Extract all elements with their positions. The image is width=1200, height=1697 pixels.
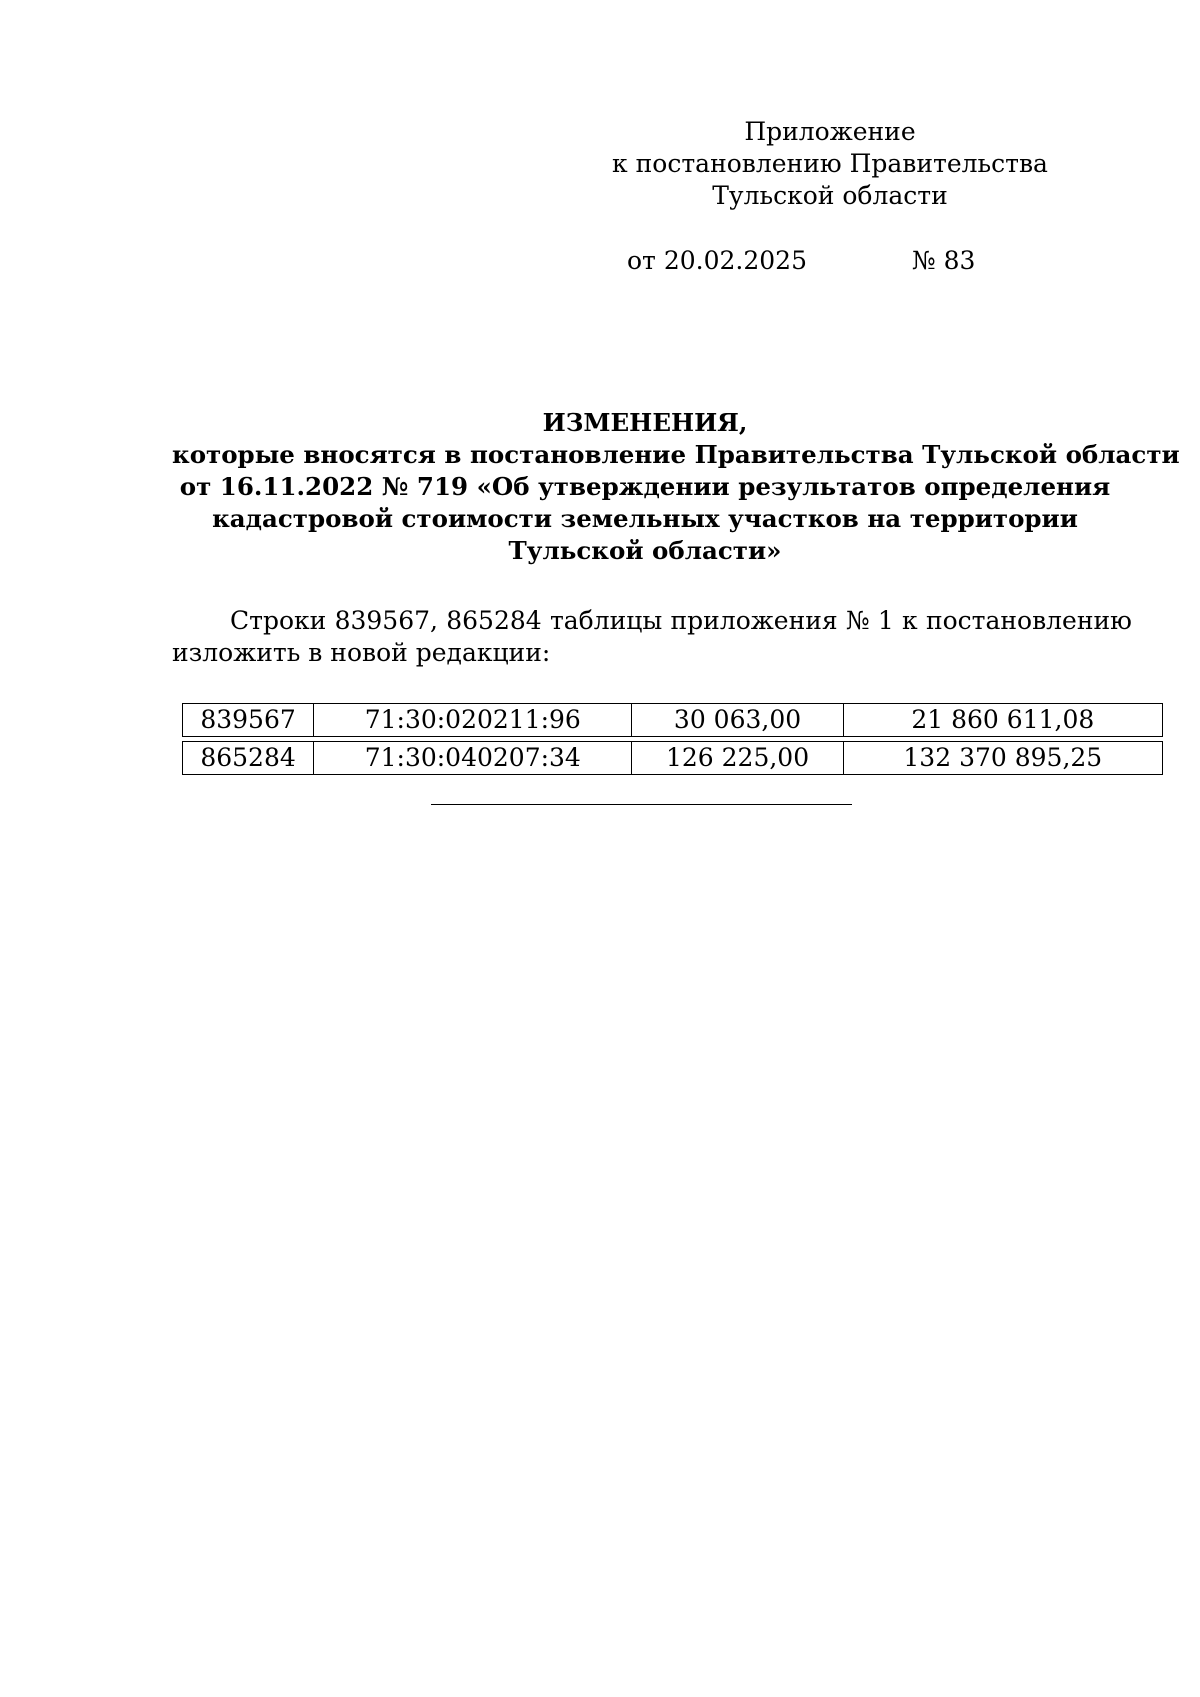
cadastral-value-cell: 132 370 895,25 [843,741,1163,775]
cadastral-number-cell: 71:30:040207:34 [313,741,631,775]
body-word: к [902,606,918,635]
title-line-1: ИЗМЕНЕНИЯ, [542,408,748,437]
body-word: 839567, [334,606,438,635]
title-line-3: от 16.11.2022 № 719 «Об утверждении результатов определения [179,472,1111,501]
annex-region: Тульской области [712,181,948,210]
document-date: от 20.02.2025 [627,246,807,275]
body-word: таблицы [549,606,663,635]
table-row [182,703,1163,737]
body-word: Строки [230,606,327,635]
row-number-cell: 839567 [182,703,313,737]
row-number-cell: 865284 [182,741,313,775]
cadastral-value-cell: 21 860 611,08 [843,703,1163,737]
document-title [172,407,1180,567]
annex-label: Приложение [744,117,916,146]
title-line-4: кадастровой стоимости земельных участков на территории [212,504,1078,533]
annex-reference: к постановлению Правительства [612,149,1048,178]
body-line-2: изложить в новой редакции: [172,638,551,667]
cadastral-table [182,699,1163,779]
body-word: постановлению [925,606,1132,635]
area-cell: 30 063,00 [631,703,842,737]
body-word: 1 [877,606,894,635]
body-line-1 [172,605,1132,637]
title-line-2: которые вносятся в постановление Правительства Тульской области [172,440,1180,469]
body-word: № [845,606,870,635]
cadastral-number-cell: 71:30:020211:96 [313,703,631,737]
area-cell: 126 225,00 [631,741,842,775]
document-number: № 83 [912,246,976,275]
body-word: приложения [670,606,838,635]
table-row [182,741,1163,775]
end-divider [431,804,852,805]
annex-header [560,116,1100,212]
title-line-5: Тульской области» [508,536,782,565]
body-paragraph [172,605,1132,669]
body-word: 865284 [446,606,542,635]
